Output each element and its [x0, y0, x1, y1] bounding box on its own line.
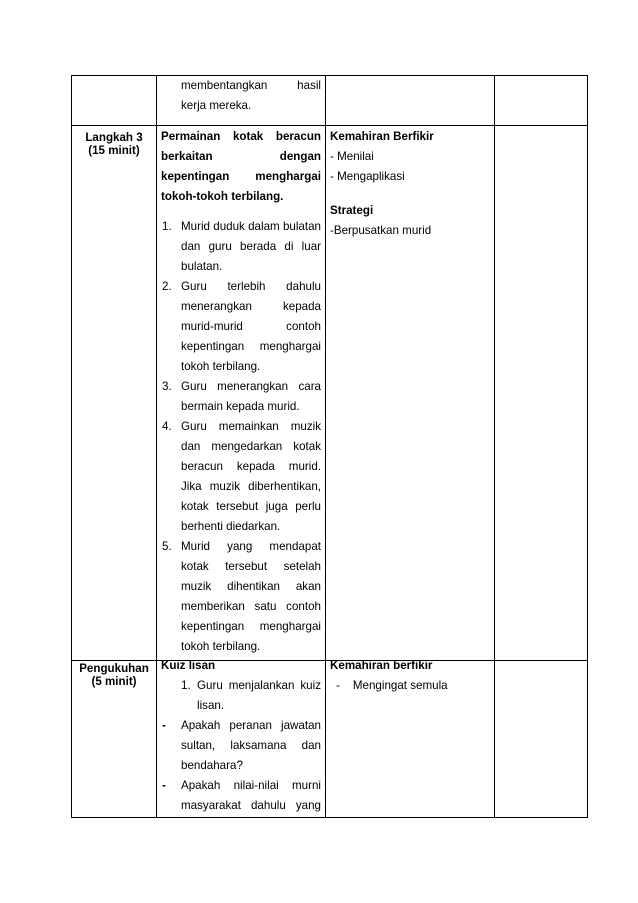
- stage-cell: [72, 661, 157, 818]
- notes-cell: [326, 661, 495, 818]
- table-row: [72, 76, 588, 126]
- activity-heading: Kuiz lisan: [161, 659, 216, 672]
- table-row: [72, 661, 588, 818]
- stage-cell: [72, 126, 157, 661]
- list-item: 1. Murid duduk dalam bulatan dan guru berada di luar bulatan.: [162, 220, 321, 273]
- list-item: - Apakah nilai-nilai murni masyarakat dahulu yang: [162, 779, 321, 812]
- activity-title-line: berkaitan dengan: [161, 150, 321, 163]
- extra-cell: [495, 126, 588, 661]
- activity-steps: [157, 217, 325, 657]
- stage-cell: [72, 76, 157, 126]
- activity-cell: [157, 661, 326, 818]
- list-item: 1. Guru menjalankan kuiz lisan.: [181, 679, 321, 712]
- strategy-item: -Berpusatkan murid: [330, 224, 432, 237]
- list-item: 3. Guru menerangkan cara bermain kepada murid.: [162, 380, 321, 413]
- activity-cell: [157, 126, 326, 661]
- list-item: 4. Guru memainkan muzik dan mengedarkan kotak beracun kepada murid. Jika muzik diberhentikan, kotak tersebut juga perlu berhenti diedarkan.: [162, 420, 321, 533]
- activity-text-line: membentangkan hasil: [181, 79, 321, 92]
- notes-cell: [326, 126, 495, 661]
- list-item: 5. Murid yang mendapat kotak tersebut setelah muzik dihentikan akan memberikan satu contoh kepentingan menghargai tokoh terbilang.: [162, 540, 321, 653]
- activity-title-line: kepentingan menghargai: [161, 170, 321, 183]
- skill-item: - Mengaplikasi: [330, 170, 405, 183]
- activity-text-line: kerja mereka.: [181, 99, 252, 112]
- skill-heading: Kemahiran berfikir: [330, 659, 433, 672]
- activity-title-line: tokoh-tokoh terbilang.: [161, 190, 284, 203]
- lesson-plan-table: [71, 75, 588, 818]
- activity-cell: [157, 76, 326, 126]
- stage-time: (5 minit): [91, 675, 137, 688]
- skill-item: - Menilai: [330, 150, 374, 163]
- extra-cell: [495, 76, 588, 126]
- list-item: - Apakah peranan jawatan sultan, laksamana dan bendahara?: [162, 719, 321, 772]
- skill-heading: Kemahiran Berfikir: [330, 130, 434, 143]
- stage-label: Langkah 3: [85, 131, 143, 144]
- strategy-heading: Strategi: [330, 204, 374, 217]
- stage-time: (15 minit): [88, 144, 140, 157]
- notes-cell: [326, 76, 495, 126]
- quiz-questions: [157, 716, 325, 816]
- table-row: [72, 126, 588, 661]
- extra-cell: [495, 661, 588, 818]
- list-item: 2. Guru terlebih dahulu menerangkan kepada murid-murid contoh kepentingan menghargai tokoh terbilang.: [162, 280, 321, 373]
- activity-title-line: Permainan kotak beracun: [161, 130, 321, 143]
- stage-label: Pengukuhan: [79, 662, 149, 675]
- skill-item: - Mengingat semula: [336, 679, 448, 692]
